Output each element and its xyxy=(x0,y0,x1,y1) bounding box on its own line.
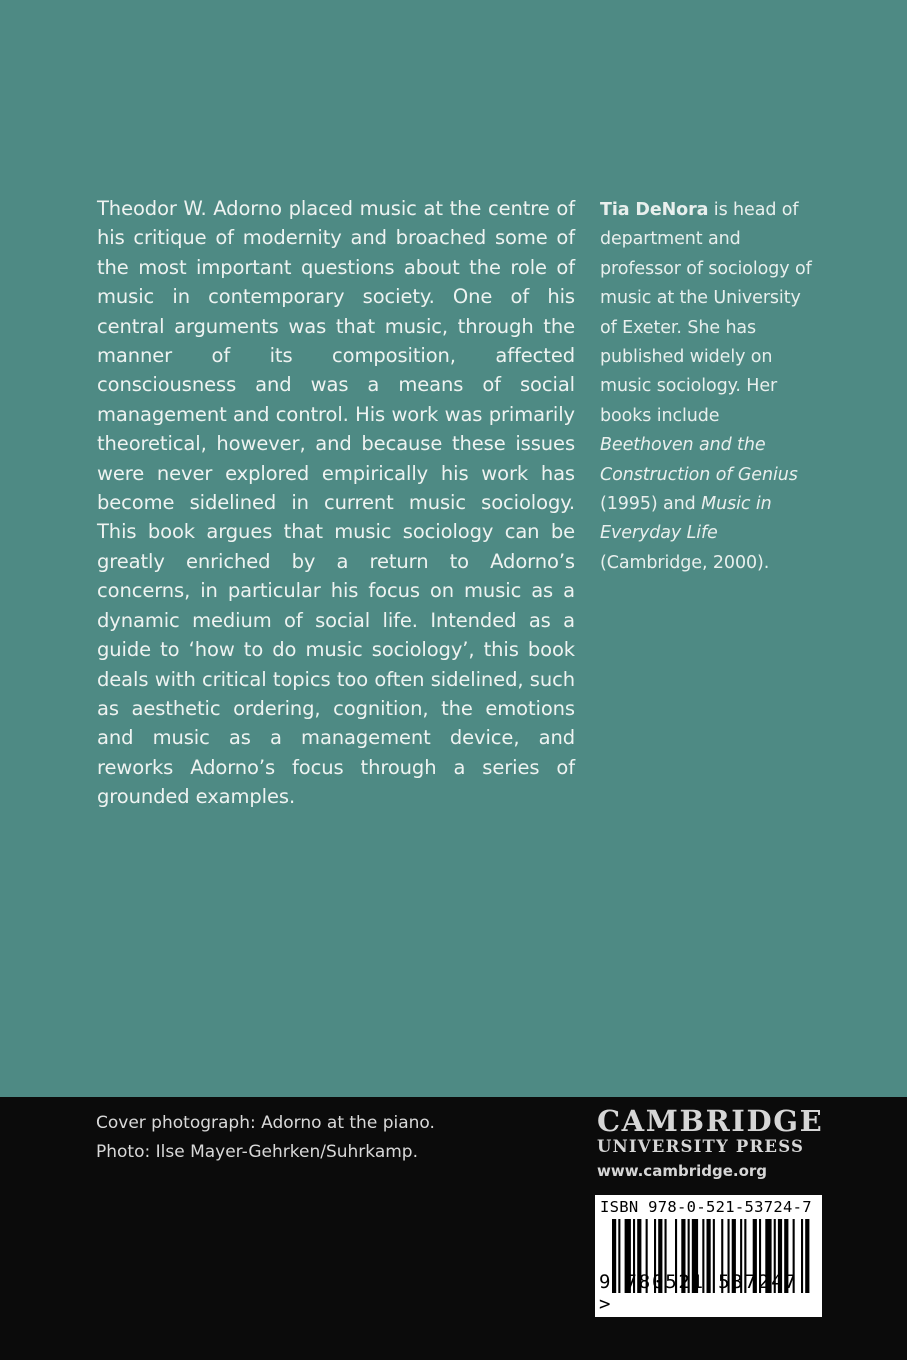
ean-digits: 9 780521 537247 > xyxy=(599,1271,798,1315)
back-cover-blurb: Theodor W. Adorno placed music at the centre of his critique of modernity and broached some of the most important questions about the role of music in contemporary society. One of his central arguments was that music, through the manner of its composition, affected consciousness and was a means of social management and control. His work was primarily theoretical, however, and because these issues were never explored empirically his work has become sidelined in current music sociology. This book argues that music sociology can be greatly enriched by a return to Adorno’s concerns, in particular his focus on music as a dynamic medium of social life. Intended as a guide to ‘how to do music sociology’, this book deals with critical topics too often sidelined, such as aesthetic ordering, cognition, the emotions and music as a management device, and reworks Adorno’s focus through a series of grounded examples. xyxy=(97,197,575,809)
publisher-logo xyxy=(597,1105,823,1183)
author-name: Tia DeNora xyxy=(600,200,709,220)
credit-line-2: Photo: Ilse Mayer-Gehrken/Suhrkamp. xyxy=(96,1142,418,1162)
photo-credit xyxy=(96,1109,435,1167)
isbn-barcode xyxy=(595,1195,822,1317)
publisher-url: www.cambridge.org xyxy=(597,1162,768,1180)
book-title-music-everyday: Music in Everyday Life xyxy=(600,494,772,544)
book-title-beethoven: Beethoven and the Construction of Genius xyxy=(600,435,798,485)
publisher-name: CAMBRIDGE xyxy=(597,1104,824,1138)
footer-band xyxy=(0,1097,907,1360)
isbn-label: ISBN 978-0-521-53724-7 xyxy=(600,1198,812,1216)
credit-line-1: Cover photograph: Adorno at the piano. xyxy=(96,1113,435,1133)
publisher-subtitle: UNIVERSITY PRESS xyxy=(597,1137,805,1156)
author-bio: Tia DeNora is head of department and professor of sociology of music at the University of Exeter. She has published widely on music sociology. Her books include Beethoven and the Construction of Genius (1995) and Music in Everyday Life (Cambridge, 2000). xyxy=(600,200,812,573)
